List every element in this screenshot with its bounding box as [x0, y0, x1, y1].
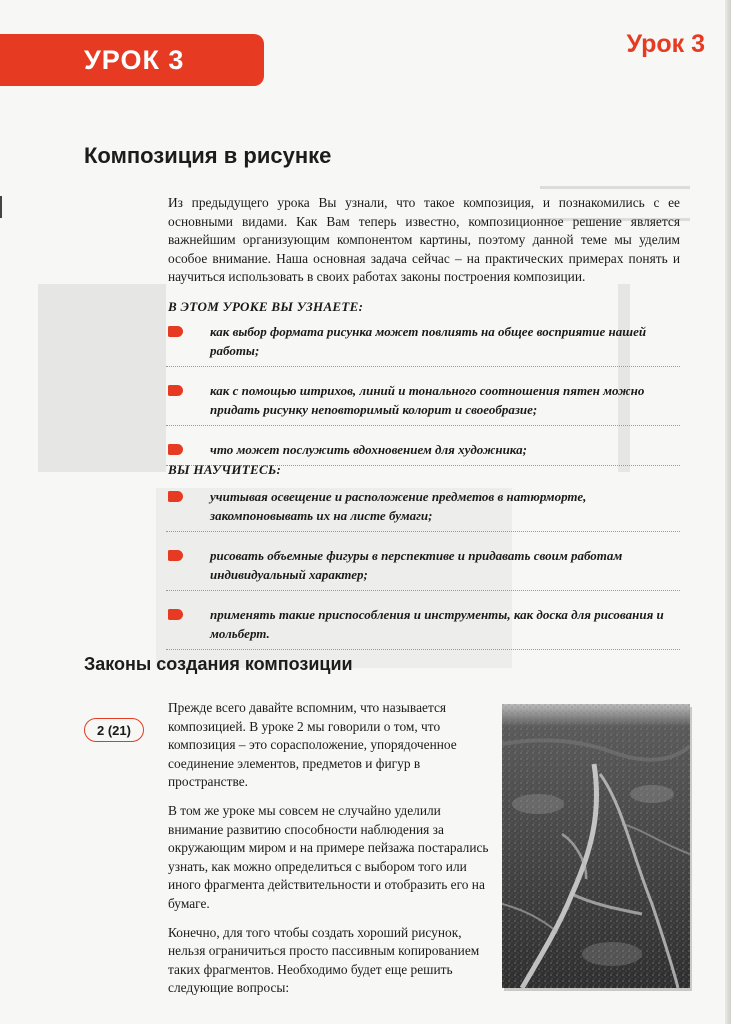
list-item-text: что может послужить вдохновением для художника; [210, 442, 527, 457]
bullet-marker-icon [168, 609, 183, 620]
bullet-marker-icon [168, 326, 183, 337]
section-paragraph: Прежде всего давайте вспомним, что называется композицией. В уроке 2 мы говорили о том, что композиция – это сорасположение, упорядоченное соединение элементов, предметов и фигур в пространстве. [168, 700, 457, 790]
bullet-marker-icon [168, 444, 183, 455]
list-item-text: рисовать объемные фигуры в перспективе и придавать своим работам индивидуальный характер; [210, 548, 623, 582]
learn-heading: В ЭТОМ УРОКЕ ВЫ УЗНАЕТЕ: [168, 299, 364, 314]
skills-list [166, 487, 680, 664]
lesson-banner [0, 34, 264, 86]
show-through-left-block [38, 284, 166, 472]
list-item [166, 605, 680, 650]
section-paragraph: В том же уроке мы совсем не случайно уделили внимание развитию способности наблюдения за окружающим миром и на примере пейзажа постарались узнать, как можно определиться с выбором того или иного фрагмента действительности и отобразить его на бумаге. [168, 802, 489, 911]
list-item [166, 546, 680, 591]
page-title: Композиция в рисунке [84, 143, 332, 168]
list-item-text: как с помощью штрихов, линий и тонального соотношения пятен можно придать рисунку неповторимый колорит и своеобразие; [210, 383, 645, 417]
page-edge [725, 0, 731, 1024]
lesson-corner-label: Урок 3 [626, 30, 705, 58]
page-reference-badge: 2 (21) [84, 718, 144, 742]
list-item [166, 381, 680, 426]
bullet-marker-icon [168, 491, 183, 502]
bullet-marker-icon [168, 550, 183, 561]
bullet-marker-icon [168, 385, 183, 396]
show-through-line [540, 186, 690, 189]
learn-list [166, 322, 680, 480]
list-item [166, 487, 680, 532]
section-title: Законы создания композиции [84, 654, 353, 674]
section-paragraph: Конечно, для того чтобы создать хороший рисунок, нельзя ограничиться просто пассивным копированием таких фрагментов. Необходимо будет еще решить следующие вопросы: [168, 924, 480, 996]
intro-text: Из предыдущего урока Вы узнали, что такое композиция, и познакомились с ее основными видами. Как Вам теперь известно, композиционное решение является важнейшим организующим компонентом картины, поэтому данной теме мы уделим особое внимание. Наша основная задача сейчас – на практических примерах понять и научиться использовать в своих работах законы построения композиции. [168, 195, 680, 285]
landscape-photo [502, 704, 690, 988]
lesson-banner-label: УРОК 3 [84, 44, 185, 75]
intro-paragraph [168, 194, 680, 287]
list-item [166, 322, 680, 367]
list-item-text: применять такие приспособления и инструменты, как доска для рисования и мольберт. [210, 607, 664, 641]
list-item-text: как выбор формата рисунка может повлиять на общее восприятие нашей работы; [210, 324, 647, 358]
section-body [168, 699, 490, 1008]
list-item-text: учитывая освещение и расположение предметов в натюрморте, закомпоновывать их на листе бумаги; [210, 489, 587, 523]
skills-heading: ВЫ НАУЧИТЕСЬ: [168, 462, 282, 477]
margin-mark [0, 196, 2, 218]
